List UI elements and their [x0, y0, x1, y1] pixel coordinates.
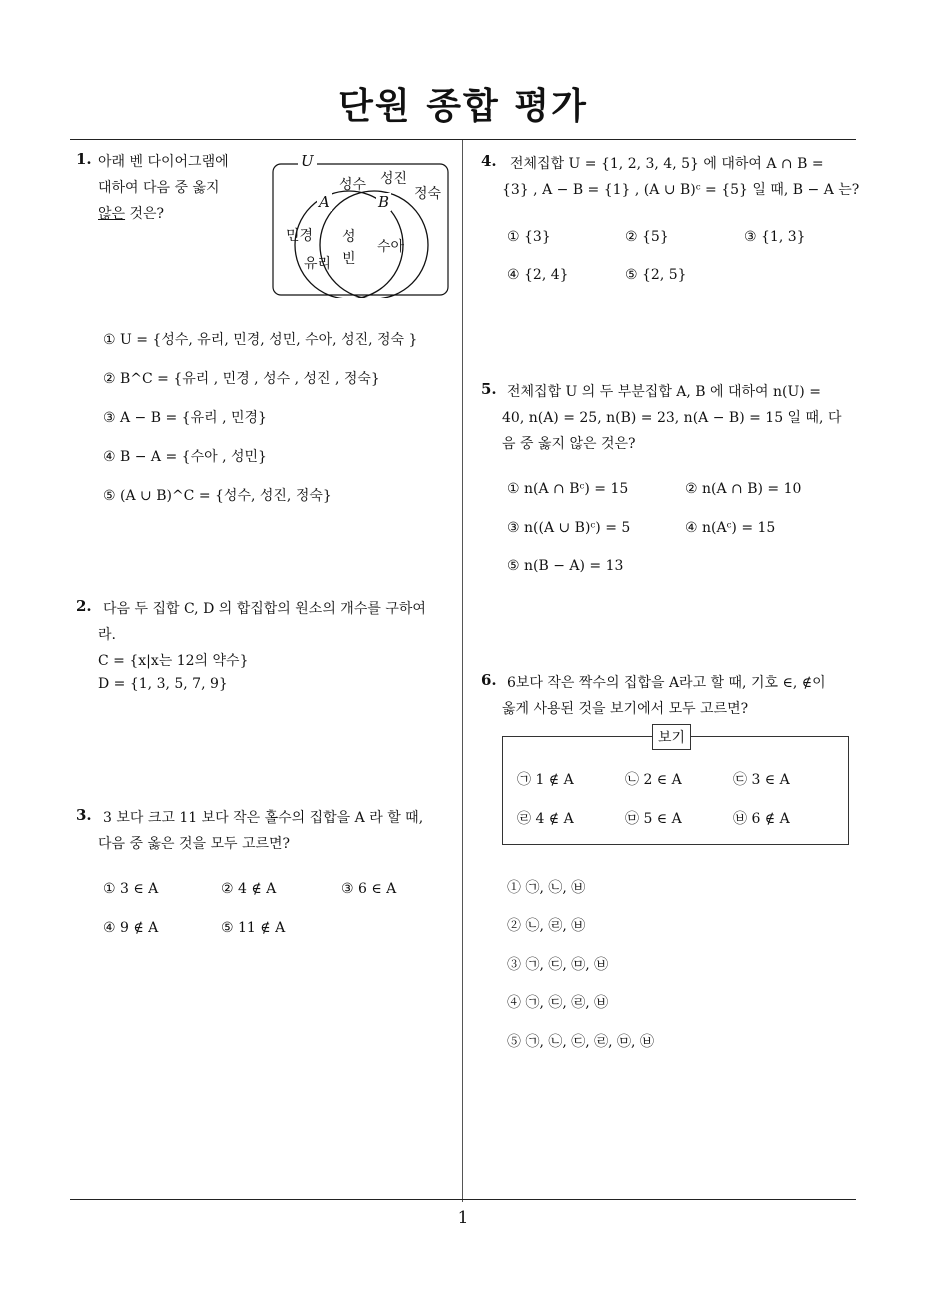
q6-choice[interactable]: ③ ㉠, ㉢, ㉤, ㉥	[507, 957, 609, 973]
venn-set-a-label: A	[319, 193, 330, 211]
q6-text-line: 6보다 작은 짝수의 집합을 A라고 할 때, 기호 ∈, ∉이	[507, 675, 826, 691]
q4-text-line: {3} , A − B = {1} , (A ∪ B)ᶜ = {5} 일 때, B − A 는?	[502, 182, 860, 198]
q5-number: 5.	[481, 380, 497, 398]
q1-underlined-word: 않은	[98, 206, 126, 222]
q6-choice[interactable]: ① ㉠, ㉡, ㉥	[507, 880, 586, 896]
q2-text-line: 다음 두 집합 C, D 의 합집합의 원소의 개수를 구하여	[103, 601, 426, 617]
q4-choice[interactable]: ① {3}	[507, 229, 551, 245]
q5-text-line: 40, n(A) = 25, n(B) = 23, n(A − B) = 15 일 때, 다	[502, 410, 842, 426]
venn-element: 성수	[339, 177, 367, 193]
q1-text-line: 아래 벤 다이어그램에	[98, 154, 229, 170]
example-box	[502, 736, 849, 845]
q3-text-line: 3 보다 크고 11 보다 작은 홀수의 집합을 A 라 할 때,	[103, 810, 424, 826]
q4-text-line: 전체집합 U = {1, 2, 3, 4, 5} 에 대하여 A ∩ B =	[510, 156, 824, 172]
column-divider	[462, 140, 463, 1202]
bottom-rule	[70, 1199, 856, 1200]
q5-choice[interactable]: ② n(A ∩ B) = 10	[685, 481, 802, 497]
q5-choice[interactable]: ④ n(Aᶜ) = 15	[685, 520, 776, 536]
q1-choice[interactable]: ② B^C = {유리 , 민경 , 성수 , 성진 , 정숙}	[103, 371, 380, 387]
q3-choice[interactable]: ③ 6 ∈ A	[341, 881, 397, 897]
q6-number: 6.	[481, 671, 497, 689]
example-item: ㉢ 3 ∈ A	[733, 772, 790, 788]
q2-set-d: D = {1, 3, 5, 7, 9}	[98, 676, 228, 692]
q2-number: 2.	[76, 597, 92, 615]
example-item: ㉠ 1 ∉ A	[517, 772, 574, 788]
venn-element: 빈	[342, 251, 356, 267]
q1-text-line: 대하여 다음 중 옳지	[98, 180, 220, 196]
q4-choice[interactable]: ④ {2, 4}	[507, 267, 569, 283]
page-number: 1	[457, 1208, 469, 1228]
q4-choice[interactable]: ⑤ {2, 5}	[625, 267, 687, 283]
q2-text-line: 라.	[98, 627, 116, 643]
page-title: 단원 종합 평가	[338, 86, 588, 127]
venn-element: 수아	[377, 239, 405, 255]
q4-choice[interactable]: ② {5}	[625, 229, 669, 245]
q6-choice[interactable]: ⑤ ㉠, ㉡, ㉢, ㉣, ㉤, ㉥	[507, 1034, 654, 1050]
q5-text-line: 음 중 옳지 않은 것은?	[502, 436, 636, 452]
q5-choice[interactable]: ③ n((A ∪ B)ᶜ) = 5	[507, 520, 631, 536]
q3-choice[interactable]: ⑤ 11 ∉ A	[221, 920, 286, 936]
q3-choice[interactable]: ④ 9 ∉ A	[103, 920, 159, 936]
q3-choice[interactable]: ① 3 ∈ A	[103, 881, 159, 897]
q1-choice[interactable]: ④ B − A = {수아 , 성민}	[103, 449, 267, 465]
venn-element: 유리	[304, 256, 332, 272]
q3-number: 3.	[76, 806, 92, 824]
venn-element: 정숙	[414, 186, 442, 202]
q1-number: 1.	[76, 150, 92, 168]
q6-text-line: 옳게 사용된 것을 보기에서 모두 고르면?	[502, 701, 749, 717]
q5-choice[interactable]: ⑤ n(B − A) = 13	[507, 558, 624, 574]
q5-text-line: 전체집합 U 의 두 부분집합 A, B 에 대하여 n(U) =	[507, 384, 821, 400]
venn-element: 성	[342, 229, 356, 245]
q2-set-c: C = {x|x는 12의 약수}	[98, 653, 249, 669]
venn-element: 민경	[286, 228, 314, 244]
q3-text-line: 다음 중 옳은 것을 모두 고르면?	[98, 836, 291, 852]
q5-choice[interactable]: ① n(A ∩ Bᶜ) = 15	[507, 481, 629, 497]
example-item: ㉥ 6 ∉ A	[733, 811, 790, 827]
q1-choice[interactable]: ① U = {성수, 유리, 민경, 성민, 수아, 성진, 정숙 }	[103, 332, 418, 348]
venn-universal-label: U	[298, 152, 317, 170]
top-rule	[70, 139, 856, 140]
example-box-title: 보기	[652, 724, 691, 750]
venn-element: 성진	[380, 171, 408, 187]
example-item: ㉡ 2 ∈ A	[625, 772, 682, 788]
q4-number: 4.	[481, 152, 497, 170]
q4-choice[interactable]: ③ {1, 3}	[744, 229, 806, 245]
q1-choice[interactable]: ⑤ (A ∪ B)^C = {성수, 성진, 정숙}	[103, 488, 332, 504]
example-item: ㉤ 5 ∈ A	[625, 811, 682, 827]
q6-choice[interactable]: ④ ㉠, ㉢, ㉣, ㉥	[507, 995, 609, 1011]
example-item: ㉣ 4 ∉ A	[517, 811, 574, 827]
q1-text-rest: 것은?	[125, 206, 165, 222]
q1-choice[interactable]: ③ A − B = {유리 , 민경}	[103, 410, 267, 426]
q6-choice[interactable]: ② ㉡, ㉣, ㉥	[507, 918, 586, 934]
q3-choice[interactable]: ② 4 ∉ A	[221, 881, 277, 897]
q1-text-line	[98, 203, 164, 223]
venn-set-b-label: B	[378, 193, 390, 211]
